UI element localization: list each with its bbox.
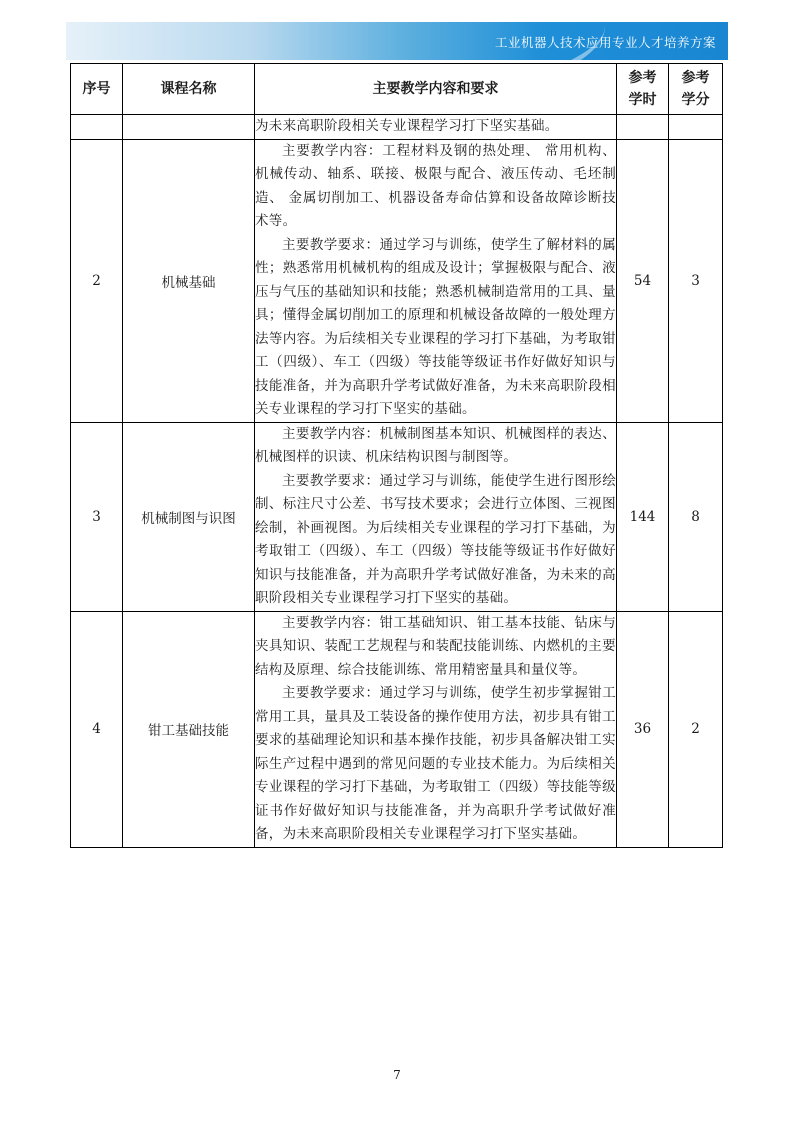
table-header-row — [71, 64, 723, 115]
row-credits — [669, 115, 723, 140]
header-hours-line2: 学时 — [628, 92, 657, 108]
table-row — [71, 115, 723, 140]
row-num: 4 — [71, 611, 123, 847]
row-content — [255, 115, 617, 140]
table-row — [71, 139, 723, 422]
row-hours: 144 — [617, 422, 669, 611]
row-content — [255, 139, 617, 422]
row-content — [255, 422, 617, 611]
header-content: 主要教学内容和要求 — [255, 64, 617, 115]
row-hours: 36 — [617, 611, 669, 847]
row-num — [71, 115, 123, 140]
content-paragraph: 主要教学内容：钳工基础知识、钳工基本技能、钻床与夹具知识、装配工艺规程与和装配技能训练、内燃机的主要结构及原理、综合技能训练、常用精密量具和量仪等。 — [255, 614, 616, 678]
header-credits-line1: 参考 — [681, 70, 710, 86]
table-row — [71, 611, 723, 847]
row-hours — [617, 115, 669, 140]
row-content — [255, 611, 617, 847]
content-paragraph: 为未来高职阶段相关专业课程学习打下坚实基础。 — [255, 118, 559, 134]
content-paragraph: 主要教学要求：通过学习与训练，能使学生进行图形绘制、标注尺寸公差、书写技术要求；会进行立体图、三视图绘制，补画视图。为后续相关专业课程的学习打下基础，为考取钳工（四级）、车工（四级）等技能等级证书作好做好知识与技能准备，并为高职升学考试做好准备，为未来的高职阶段相关专业课程学习打下坚实的基础。 — [255, 472, 616, 606]
header-name: 课程名称 — [123, 64, 255, 115]
page-number: 7 — [393, 1068, 401, 1082]
header-credits-line2: 学分 — [681, 92, 710, 108]
table-row — [71, 422, 723, 611]
course-table — [70, 63, 723, 848]
content-paragraph: 主要教学要求：通过学习与训练，使学生初步掌握钳工常用工具，量具及工装设备的操作使用方法，初步具有钳工要求的基础理论知识和基本操作技能，初步具备解决钳工实际生产过程中遇到的常见问题的专业技术能力。为后续相关专业课程的学习打下基础，为考取钳工（四级）等技能等级证书作好做好知识与技能准备，并为高职升学考试做好准备，为未来高职阶段相关专业课程学习打下坚实基础。 — [255, 685, 616, 842]
document-title: 工业机器人技术应用专业人才培养方案 — [494, 35, 716, 50]
row-course-name: 机械基础 — [123, 139, 255, 422]
row-credits: 2 — [669, 611, 723, 847]
row-credits: 3 — [669, 139, 723, 422]
header-hours-line1: 参考 — [628, 70, 657, 86]
row-num: 3 — [71, 422, 123, 611]
header-credits — [669, 64, 723, 115]
row-credits: 8 — [669, 422, 723, 611]
row-course-name: 机械制图与识图 — [123, 422, 255, 611]
row-hours: 54 — [617, 139, 669, 422]
row-course-name — [123, 115, 255, 140]
content-paragraph: 主要教学内容：工程材料及钢的热处理、 常用机构、机械传动、轴系、联接、极限与配合、液压传动、毛坯制造、 金属切削加工、机器设备寿命估算和设备故障诊断技术等。 — [255, 142, 616, 229]
header-num: 序号 — [71, 64, 123, 115]
row-course-name: 钳工基础技能 — [123, 611, 255, 847]
header-banner — [66, 22, 728, 60]
header-hours — [617, 64, 669, 115]
content-paragraph: 主要教学要求：通过学习与训练，使学生了解材料的属性；熟悉常用机械机构的组成及设计；掌握极限与配合、液压与气压的基础知识和技能；熟悉机械制造常用的工具、量具；懂得金属切削加工的原理和机械设备故障的一般处理方法等内容。为后续相关专业课程的学习打下基础，为考取钳工（四级）、车工（四级）等技能等级证书作好做好知识与技能准备，并为高职升学考试做好准备，为未来高职阶段相关专业课程的学习打下坚实的基础。 — [255, 236, 616, 417]
content-paragraph: 主要教学内容：机械制图基本知识、机械图样的表达、机械图样的识读、机床结构识图与制图等。 — [255, 425, 616, 465]
row-num: 2 — [71, 139, 123, 422]
